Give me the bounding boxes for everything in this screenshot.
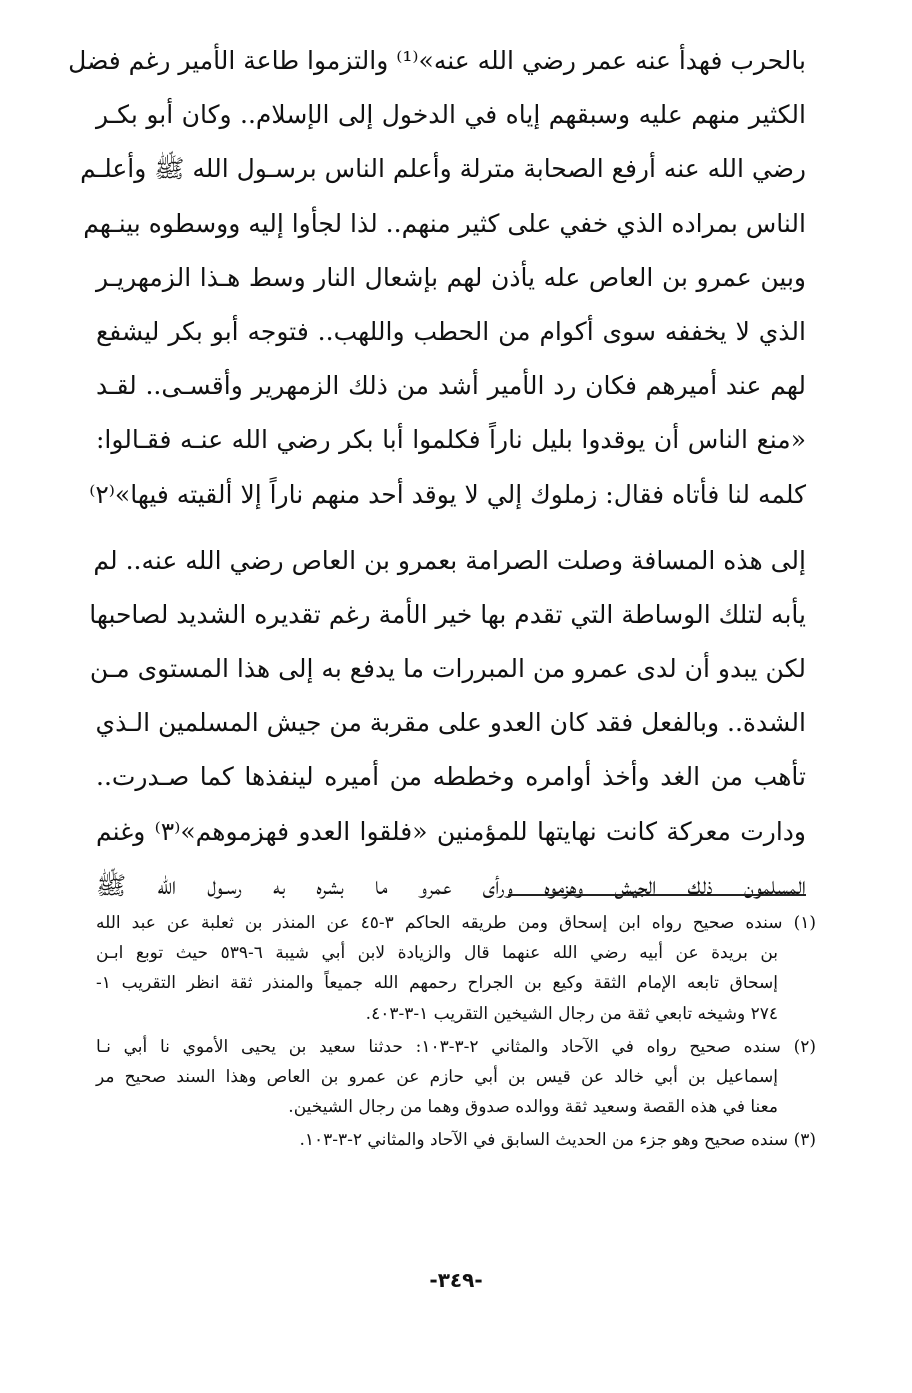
- paragraph-2: [89, 534, 807, 913]
- text-line: وبين عمرو بن العاص عله يأذن لهم بإشعال النار وسط هـذا الزمهريـر: [96, 262, 806, 292]
- footnotes: [96, 908, 816, 1159]
- footnote-line: (٣) سنده صحيح وهو جزء من الحديث السابق في الآحاد والمثاني ٢-٣-١٠٣.: [299, 1130, 816, 1151]
- text-line: الناس بمراده الذي خفي على كثير منهم.. لذا لجأوا إليه ووسطوه بينـهم: [83, 208, 806, 238]
- paragraph-gap: [96, 522, 806, 534]
- text-line: إلى هذه المسافة وصلت الصرامة بعمرو بن العاص رضي الله عنه.. لم: [93, 545, 806, 575]
- text-line: ودارت معركة كانت نهايتها للمؤمنين «فلقوا العدو فهزموهم»⁽٣⁾ وغنم: [96, 816, 807, 846]
- footnote-line: ٢٧٤ وشيخه تابعي ثقة من رجال الشيخين التقريب ١-٣-٤٠٣.: [365, 1003, 778, 1024]
- text-line: المسلمون ذلك الجيش وهزموه ورأى عمرو ما بشره به رسـول الله ﷺ: [96, 870, 806, 900]
- footnote-2: [96, 1032, 816, 1123]
- text-line: الشدة.. وبالفعل فقد كان العدو على مقربة من جيش المسلمين الـذي: [95, 708, 806, 738]
- footnote-divider: [508, 894, 806, 896]
- footnote-line: إسماعيل بن أبي خالد عن قيس بن أبي حازم عن عمرو بن العاص وهذا السند صحيح مر: [96, 1067, 778, 1088]
- text-line: «منع الناس أن يوقدوا بليل ناراً فكلموا أبا بكر رضي الله عنـه فقـالوا:: [96, 425, 806, 455]
- text-line: الذي لا يخففه سوى أكوام من الحطب واللهب.. فتوجه أبو بكر ليشفع: [96, 316, 806, 346]
- footnote-line: (١) سنده صحيح رواه ابن إسحاق ومن طريقه الحاكم ٣-٤٥ عن المنذر بن ثعلبة عن عبد الله: [96, 913, 816, 933]
- text-line: تأهب من الغد وأخذ أوامره وخططه من أميره لينفذها كما صـدرت..: [96, 762, 806, 792]
- footnote-line: (٢) سنده صحيح رواه في الآحاد والمثاني ٢-٣-١٠٣: حدثنا سعيد بن يحيى الأموي نا أبي نـا: [96, 1036, 816, 1057]
- footnote-3: [96, 1125, 816, 1155]
- footnote-1: [96, 908, 816, 1029]
- paragraph-1: [68, 34, 806, 522]
- text-line: رضي الله عنه أرفع الصحابة مترلة وأعلم الناس برسـول الله ﷺ وأعلـم: [80, 154, 806, 184]
- footnote-line: معنا في هذه القصة وسعيد ثقة ووالده صدوق وهما من رجال الشيخين.: [288, 1097, 778, 1118]
- text-line: كلمه لنا فأتاه فقال: زملوك إلي لا يوقد أحد منهم ناراً إلا ألقيته فيها»⁽٢⁾: [89, 479, 806, 509]
- text-line: لكن يبدو أن لدى عمرو من المبررات ما يدفع به إلى هذا المستوى مـن: [89, 654, 806, 684]
- main-text: [68, 34, 807, 913]
- text-line: يأبه لتلك الوساطة التي تقدم بها خير الأمة رغم تقديره الشديد لصاحبها: [89, 599, 806, 629]
- text-line: بالحرب فهدأ عنه عمر رضي الله عنه»⁽¹⁾ والتزموا طاعة الأمير رغم فضل: [68, 46, 806, 75]
- text-line: لهم عند أميرهم فكان رد الأمير أشد من ذلك الزمهرير وأقسـى.. لقـد: [96, 371, 806, 401]
- text-line: الكثير منهم عليه وسبقهم إياه في الدخول إلى الإسلام.. وكان أبو بكـر: [96, 100, 806, 130]
- page-number: -٣٤٩-: [429, 1268, 483, 1292]
- footnote-line: بن بريدة عن أبيه رضي الله عنهما قال والزيادة لابن أبي شيبة ٦-٥٣٩ حيث توبع ابـن: [96, 943, 778, 964]
- footnote-line: إسحاق تابعه الإمام الثقة وكيع بن الجراح رحمهم الله جميعاً والمنذر ثقة انظر التقريب ١-: [96, 973, 778, 994]
